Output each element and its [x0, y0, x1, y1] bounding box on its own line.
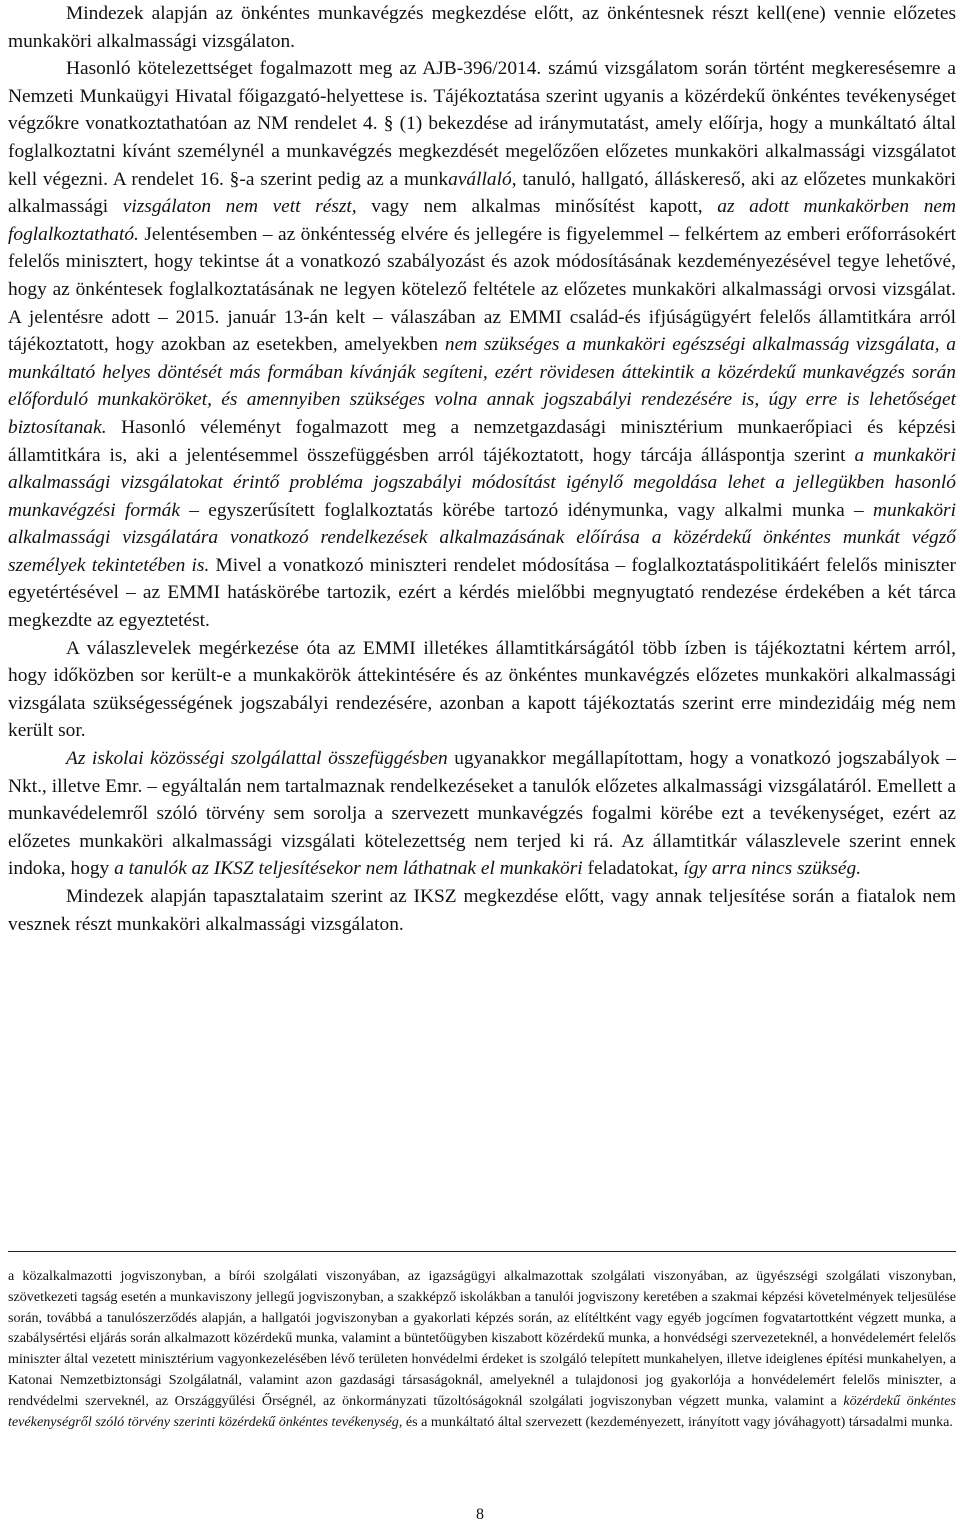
text-segment: Mindezek alapján az önkéntes munkavégzés megkezdése előtt, az önkéntesnek részt kell(ene) vennie előzetes munkaköri alkalmassági vizsgálaton.: [8, 3, 956, 52]
footnote-divider: [8, 1251, 956, 1252]
text-segment: Mindezek alapján tapasztalataim szerint az IKSZ megkezdése előtt, vagy annak teljesítése során a fiatalok nem vesznek részt munkaköri alkalmassági vizsgálaton.: [8, 886, 956, 935]
footnote-italic-text: közérdekű önkéntes tevékenységről szóló törvény szerinti közérdekű önkéntes tevékenység: [8, 1392, 956, 1430]
footnote-text: a közalkalmazotti jogviszonyban, a bírói szolgálati viszonyában, az igazságügyi alkalmazottak szolgálati viszonyában, az ügyészségi szolgálati viszonyban, szövetkezeti tagság esetén a munkaviszony jellegű jogviszonyban, a szakképző iskolákban a tanulói jogviszony keretében a szakmai képzési követelmények teljesülése során, továbbá a tanulószerződés alapján, a hallgatói jogviszonyban a gyakorlati képzés során, az elítéltként vagy egyéb jogcímen fogvatartottként végzett munka, a szabálysértési eljárás során alkalmazott közérdekű munka, valamint a büntetőügyben kiszabott közérdekű munka, a honvédségi szervezeteknél, a honvédelemért felelős miniszter által vezetett minisztérium vagyonkezelésében lévő területen honvédelmi érdeket is szolgáló telepített munkahelyen, illetve ideiglenes építési munkahelyen, a Katonai Nemzetbiztonsági Szolgálatnál, valamint azon gazdasági társaságoknál, amelyeknél a tulajdonosi jog gyakorlója a honvédelemért felelős miniszter, a rendvédelmi szerveknél, az Országgyűlési Őrségnél, az önkormányzati tűzoltóságoknál szolgálati jogviszonyban végzett munka, valamint a: [8, 1268, 956, 1409]
italic-segment: az adott munkakörben nem foglalkoztatható.: [8, 196, 956, 245]
paragraph-5: [8, 883, 956, 938]
italic-segment: avállaló: [448, 168, 512, 190]
footnote: [8, 1266, 956, 1432]
page-number: 8: [476, 1506, 484, 1523]
text-segment: feladatokat,: [582, 858, 684, 880]
body-text: [8, 0, 956, 938]
document-page: [8, 0, 956, 938]
text-segment: ugyanakkor megállapítottam, hogy a vonatkozó jogszabályok – Nkt., illetve Emr. – egyáltalán nem tartalmaznak rendelkezéseket a tanulók előzetes alkalmassági vizsgálatáról. Emellett a munkavédelemről szóló törvény sem sorolja a szervezett munkavégzés fogalmi körébe ezt a tevékenységet, ezért az előzetes munkaköri alkalmassági vizsgálati kötelezettség nem terjed ki rá. Az államtitkár válaszlevele szerint ennek indoka, hogy: [8, 748, 956, 880]
italic-segment: munkaköri alkalmassági vizsgálatára vonatkozó rendelkezések alkalmazásának előírása a közérdekű önkéntes munkát végző személyek tekintetében is.: [8, 499, 956, 576]
italic-segment: a munkaköri alkalmassági vizsgálatokat érintő probléma jogszabályi módosítást igénylő megoldása lehet a jellegükben hasonló munkavégzési formák: [8, 444, 956, 521]
paragraph-1: [8, 0, 956, 55]
text-segment: A válaszlevelek megérkezése óta az EMMI illetékes államtitkárságától több ízben is tájékoztatni kértem arról, hogy időközben sor került-e a munkakörök áttekintésére és az önkéntes munkavégzés előzetes munkaköri alkalmassági vizsgálata szükségességének jogszabályi rendezésére, azonban a kapott tájékoztatás szerint erre mindezidáig még nem került sor.: [8, 637, 956, 742]
italic-segment: így arra nincs szükség.: [683, 858, 862, 880]
paragraph-2: [8, 55, 956, 634]
text-segment: Mivel a vonatkozó miniszteri rendelet módosítása – foglalkoztatáspolitikáért felelős miniszter egyetértésével – az EMMI hatáskörébe tartozik, ezért a kérdés mielőbbi megnyugtató rendezése érdekében a két tárca megkezdte az egyeztetést.: [8, 554, 956, 632]
italic-segment: vizsgálaton nem vett részt,: [122, 196, 357, 218]
text-segment: , tanuló, hallgató, álláskereső, aki az előzetes munkaköri alkalmassági: [8, 168, 956, 218]
italic-segment: Az iskolai közösségi szolgálattal összefüggésben: [66, 748, 448, 770]
italic-segment: a tanulók az IKSZ teljesítésekor nem láthatnak el munkaköri: [114, 858, 583, 880]
italic-segment: nem szükséges a munkaköri egészségi alkalmasság vizsgálata, a munkáltató helyes döntését más formában kívánják segíteni, ezért rövidesen áttekintik a közérdekű munkavégzés során előforduló munkaköröket, és amennyiben szükséges volna annak jogszabályi rendezésére is, úgy erre is lehetőséget biztosítanak.: [8, 334, 956, 438]
text-segment: Hasonló kötelezettséget fogalmazott meg az AJB-396/2014. számú vizsgálatom során történt megkeresésemre a Nemzeti Munkaügyi Hivatal főigazgató-helyettese is. Tájékoztatása szerint ugyanis a közérdekű önkéntes tevékenységet végzőkre vonatkoztathatóan az NM rendelet 4. § (1) bekezdése ad iránymutatást, amely előírja, hogy a munkáltató által foglalkoztatni kívánt személynél a munkavégzés megkezdését megelőzően előzetes munkaköri alkalmassági vizsgálatot kell végezni. A rendelet 16. §-a szerint pedig az a munk: [8, 58, 956, 190]
paragraph-4: [8, 745, 956, 883]
footnote-text: , és a munkáltató által szervezett (kezdeményezett, irányított vagy jóváhagyott) társadalmi munka.: [398, 1413, 953, 1430]
text-segment: Hasonló véleményt fogalmazott meg a nemzetgazdasági minisztérium munkaerőpiaci és képzési államtitkára is, aki a jelentésemmel összefüggésben arról tájékoztatott, hogy tárcája álláspontja szerint: [8, 416, 956, 466]
text-segment: – egyszerűsített foglalkoztatás körébe tartozó idénymunka, vagy alkalmi munka –: [179, 499, 874, 521]
text-segment: vagy nem alkalmas minősítést kapott,: [356, 196, 718, 218]
text-segment: Jelentésemben – az önkéntesség elvére és jellegére is figyelemmel – felkértem az emberi erőforrásokért felelős minisztert, hogy tekintse át a vonatkozó szabályozást és azok módosításának kezdeményezésével tegye lehetővé, hogy az önkéntesek foglalkoztatásának ne legyen kötelező feltétele az előzetes munkaköri alkalmassági orvosi vizsgálat. A jelentésre adott – 2015. január 13-án kelt – válaszában az EMMI család-és ifjúságügyért felelős államtitkára arról tájékoztatott, hogy azokban az esetekben, amelyekben: [8, 223, 956, 356]
paragraph-3: [8, 635, 956, 745]
